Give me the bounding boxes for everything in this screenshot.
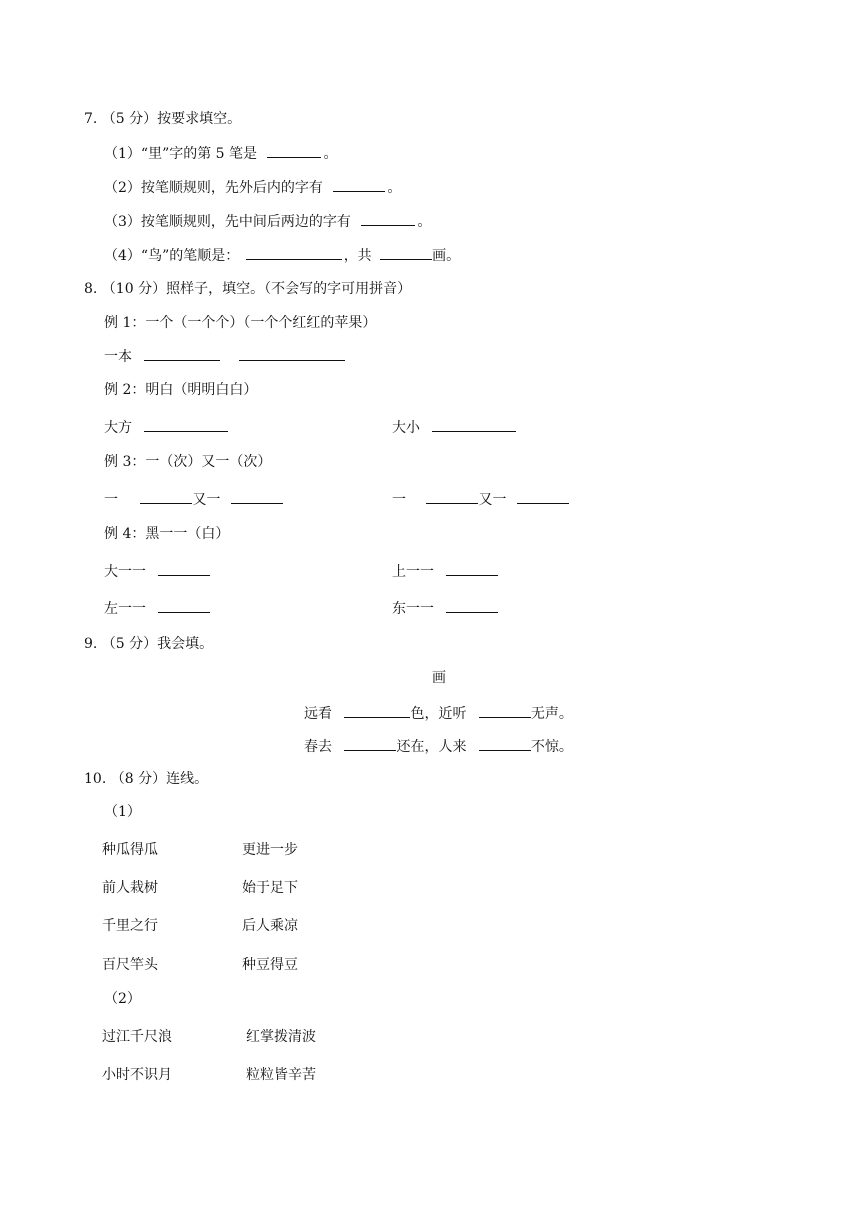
q8-ex3-right-a: 一 — [392, 492, 406, 508]
q7-item-4 — [104, 245, 460, 266]
q8-ex4-row2-right — [392, 598, 498, 619]
q10-p2-right-2[interactable]: 粒粒皆辛苦 — [246, 1067, 316, 1083]
q8-ex4-row2-left-blank[interactable] — [158, 598, 210, 613]
q10-header: 10. （8 分）连线。 — [84, 771, 209, 787]
q9-l1-a: 远看 — [304, 706, 332, 722]
q8-ex4-row1-left-blank[interactable] — [158, 561, 210, 576]
q10-p1-left-1[interactable]: 种瓜得瓜 — [102, 842, 158, 858]
q8-ex1-blank-b[interactable] — [239, 346, 345, 361]
q8-ex4-row2-left-word: 左一一 — [104, 601, 146, 617]
q8-ex3-right — [392, 489, 569, 510]
q8-ex3-left-b: 又一 — [192, 492, 221, 508]
q7-item-2 — [104, 177, 401, 198]
q8-header: 8. （10 分）照样子，填空。（不会写的字可用拼音） — [84, 281, 412, 297]
q8-ex3-right-blank-a[interactable] — [426, 489, 478, 504]
q7-item-3-end: 。 — [417, 214, 432, 230]
q8-ex4-row1-left — [104, 561, 210, 582]
q9-poem-line-2 — [304, 736, 573, 757]
q8-example-3: 例 3：一（次）又一（次） — [104, 454, 272, 470]
q8-example-2: 例 2：明白（明明白白） — [104, 382, 258, 398]
q8-ex4-row2-right-blank[interactable] — [446, 598, 498, 613]
q10-p1-left-4[interactable]: 百尺竿头 — [102, 957, 158, 973]
q7-item-4-blank-count[interactable] — [380, 245, 432, 260]
q8-ex2-left — [104, 417, 228, 438]
q9-l1-blank-a[interactable] — [344, 703, 410, 718]
q10-p2-left-1[interactable]: 过江千尺浪 — [102, 1029, 172, 1045]
q8-ex3-left — [104, 489, 283, 510]
q8-ex4-row1-right — [392, 561, 498, 582]
q9-l2-b: 还在，人来 — [396, 739, 467, 755]
q8-ex3-left-blank-b[interactable] — [231, 489, 283, 504]
q9-l2-blank-a[interactable] — [344, 736, 396, 751]
q10-p1-right-2[interactable]: 始于足下 — [242, 880, 298, 896]
q10-part1-label: （1） — [104, 804, 141, 820]
q10-p2-left-2[interactable]: 小时不识月 — [102, 1067, 172, 1083]
q7-item-4-blank-strokes[interactable] — [246, 245, 342, 260]
q8-ex2-left-word: 大方 — [104, 420, 132, 436]
q8-ex2-left-blank[interactable] — [144, 417, 228, 432]
q7-item-1-end: 。 — [323, 146, 338, 162]
q8-ex2-right — [392, 417, 516, 438]
q8-ex3-right-blank-b[interactable] — [517, 489, 569, 504]
q8-ex1-blank-a[interactable] — [144, 346, 220, 361]
q9-l1-blank-b[interactable] — [479, 703, 531, 718]
q8-example-1: 例 1：一个（一个个）（一个个红红的苹果） — [104, 315, 377, 331]
q7-item-2-blank[interactable] — [333, 177, 385, 192]
q8-ex3-left-blank-a[interactable] — [140, 489, 192, 504]
q9-l1-c: 无声。 — [530, 706, 573, 722]
q8-ex4-row1-left-word: 大一一 — [104, 564, 146, 580]
q8-ex1-word: 一本 — [104, 349, 132, 365]
q10-p1-right-4[interactable]: 种豆得豆 — [242, 957, 298, 973]
q8-ex2-right-word: 大小 — [392, 420, 420, 436]
q10-p1-left-3[interactable]: 千里之行 — [102, 918, 158, 934]
q9-l1-b: 色，近听 — [410, 706, 467, 722]
q8-example-4: 例 4：黑一一（白） — [104, 526, 230, 542]
q7-item-1 — [104, 143, 337, 164]
q8-ex4-row1-right-word: 上一一 — [392, 564, 434, 580]
q7-item-1-text: （1）“里”字的第 5 笔是 — [104, 146, 258, 162]
q7-item-3-text: （3）按笔顺规则，先中间后两边的字有 — [104, 214, 351, 230]
q7-item-1-blank[interactable] — [267, 143, 321, 158]
q8-ex4-row2-left — [104, 598, 210, 619]
q7-item-4-end: 画。 — [432, 248, 461, 264]
q7-item-3-blank[interactable] — [361, 211, 415, 226]
q9-l2-a: 春去 — [304, 739, 332, 755]
q9-header: 9. （5 分）我会填。 — [84, 636, 214, 652]
q9-poem-title: 画 — [432, 670, 446, 686]
q8-ex3-right-b: 又一 — [478, 492, 507, 508]
q10-p2-right-1[interactable]: 红掌拨清波 — [246, 1029, 316, 1045]
q8-ex4-row2-right-word: 东一一 — [392, 601, 434, 617]
q8-ex1-row — [104, 346, 345, 367]
q9-l2-blank-b[interactable] — [479, 736, 531, 751]
q8-ex2-right-blank[interactable] — [432, 417, 516, 432]
q9-poem-line-1 — [304, 703, 573, 724]
q7-item-2-end: 。 — [387, 180, 402, 196]
q8-ex4-row1-right-blank[interactable] — [446, 561, 498, 576]
q7-item-4-mid: ，共 — [343, 248, 372, 264]
q7-item-2-text: （2）按笔顺规则，先外后内的字有 — [104, 180, 323, 196]
q10-p1-right-1[interactable]: 更进一步 — [242, 842, 298, 858]
q7-item-4-text: （4）“鸟”的笔顺是： — [104, 248, 240, 264]
q9-l2-c: 不惊。 — [530, 739, 573, 755]
q8-ex3-left-a: 一 — [104, 492, 118, 508]
q10-part2-label: （2） — [104, 991, 141, 1007]
q10-p1-right-3[interactable]: 后人乘凉 — [242, 918, 298, 934]
q10-p1-left-2[interactable]: 前人栽树 — [102, 880, 158, 896]
q7-header: 7. （5 分）按要求填空。 — [84, 111, 242, 127]
q7-item-3 — [104, 211, 431, 232]
